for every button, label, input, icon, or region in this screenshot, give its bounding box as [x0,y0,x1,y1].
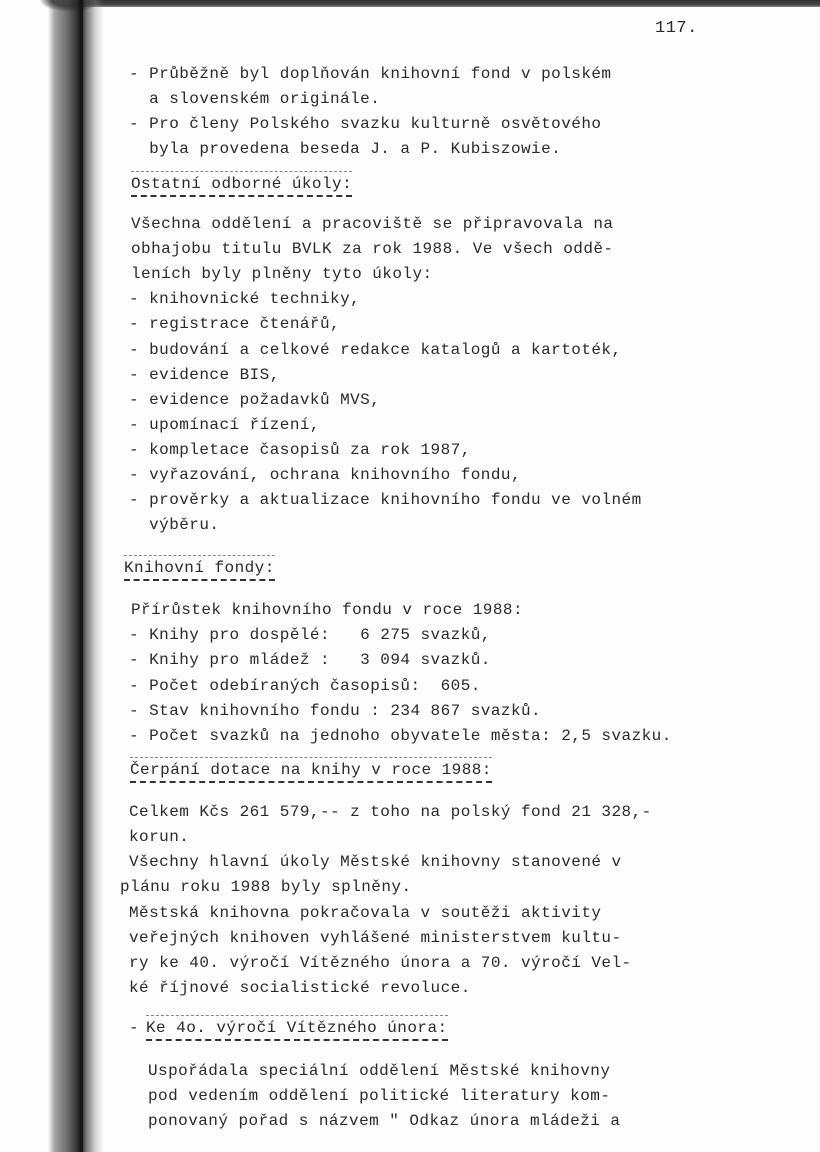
anniversary-line: pod vedením oddělení politické literatury kom- [148,1087,611,1105]
funds-item: - Stav knihovního fondu : 234 867 svazků. [129,702,542,720]
task-item: - knihovnické techniky, [129,290,361,308]
task-item: - budování a celkové redakce katalogů a kartoték, [129,341,622,359]
task-item: - prověrky a aktualizace knihovního fondu ve volném [129,491,642,509]
subsidy-line: plánu roku 1988 byly splněny. [120,878,412,896]
paragraph-line: leních byly plněny tyto úkoly: [131,265,433,283]
funds-intro: Přírůstek knihovního fondu v roce 1988: [131,601,524,619]
intro-line: - Průběžně byl doplňován knihovní fond v polském [129,65,612,83]
intro-line: - Pro členy Polského svazku kulturně osvětového [129,115,602,133]
section-bullet: - [129,1019,140,1037]
book-spine-shadow [48,0,104,1152]
section-heading-subsidy: Čerpání dotace na knihy v roce 1988: [130,760,492,783]
task-item: - kompletace časopisů za rok 1987, [129,441,471,459]
funds-item: - Počet odebíraných časopisů: 605. [129,677,481,695]
book-gutter-line [80,0,83,1152]
anniversary-line: ponovaný pořad s názvem " Odkaz února mládeži a [148,1112,621,1130]
section-heading-other-tasks: Ostatní odborné úkoly: [131,174,352,197]
page-number: 117. [655,19,698,38]
task-item: - evidence požadavků MVS, [129,391,381,409]
subsidy-line: Všechny hlavní úkoly Městské knihovny stanovené v [129,853,622,871]
scan-top-edge [80,0,820,7]
subsidy-line: korun. [129,828,190,846]
intro-line: a slovenském originále. [129,90,381,108]
section-heading-february-anniversary: Ke 4o. výročí Vítězného února: [146,1018,448,1041]
task-item: - evidence BIS, [129,366,280,384]
subsidy-line: Celkem Kčs 261 579,-- z toho na polský fond 21 328,- [129,803,652,821]
subsidy-line: veřejných knihoven vyhlášené ministerstvem kultu- [129,929,622,947]
task-item: - vyřazování, ochrana knihovního fondu, [129,466,522,484]
intro-line: byla provedena beseda J. a P. Kubiszowie. [129,140,562,158]
funds-item: - Knihy pro mládež : 3 094 svazků. [129,651,491,669]
task-item: - upomínací řízení, [129,416,320,434]
task-item: výběru. [129,516,220,534]
funds-item: - Počet svazků na jednoho obyvatele města: 2,5 svazku. [129,727,672,745]
paragraph-line: obhajobu titulu BVLK za rok 1988. Ve všech oddě- [131,240,614,258]
anniversary-line: Uspořádala speciální oddělení Městské knihovny [148,1062,611,1080]
subsidy-line: ry ke 40. výročí Vítězného února a 70. výročí Vel- [129,954,632,972]
task-item: - registrace čtenářů, [129,315,341,333]
subsidy-line: ké říjnové socialistické revoluce. [129,979,471,997]
section-heading-library-funds: Knihovní fondy: [124,558,275,581]
funds-item: - Knihy pro dospělé: 6 275 svazků, [129,626,491,644]
subsidy-line: Městská knihovna pokračovala v soutěži aktivity [129,904,602,922]
paragraph-line: Všechna oddělení a pracoviště se připravovala na [131,215,614,233]
